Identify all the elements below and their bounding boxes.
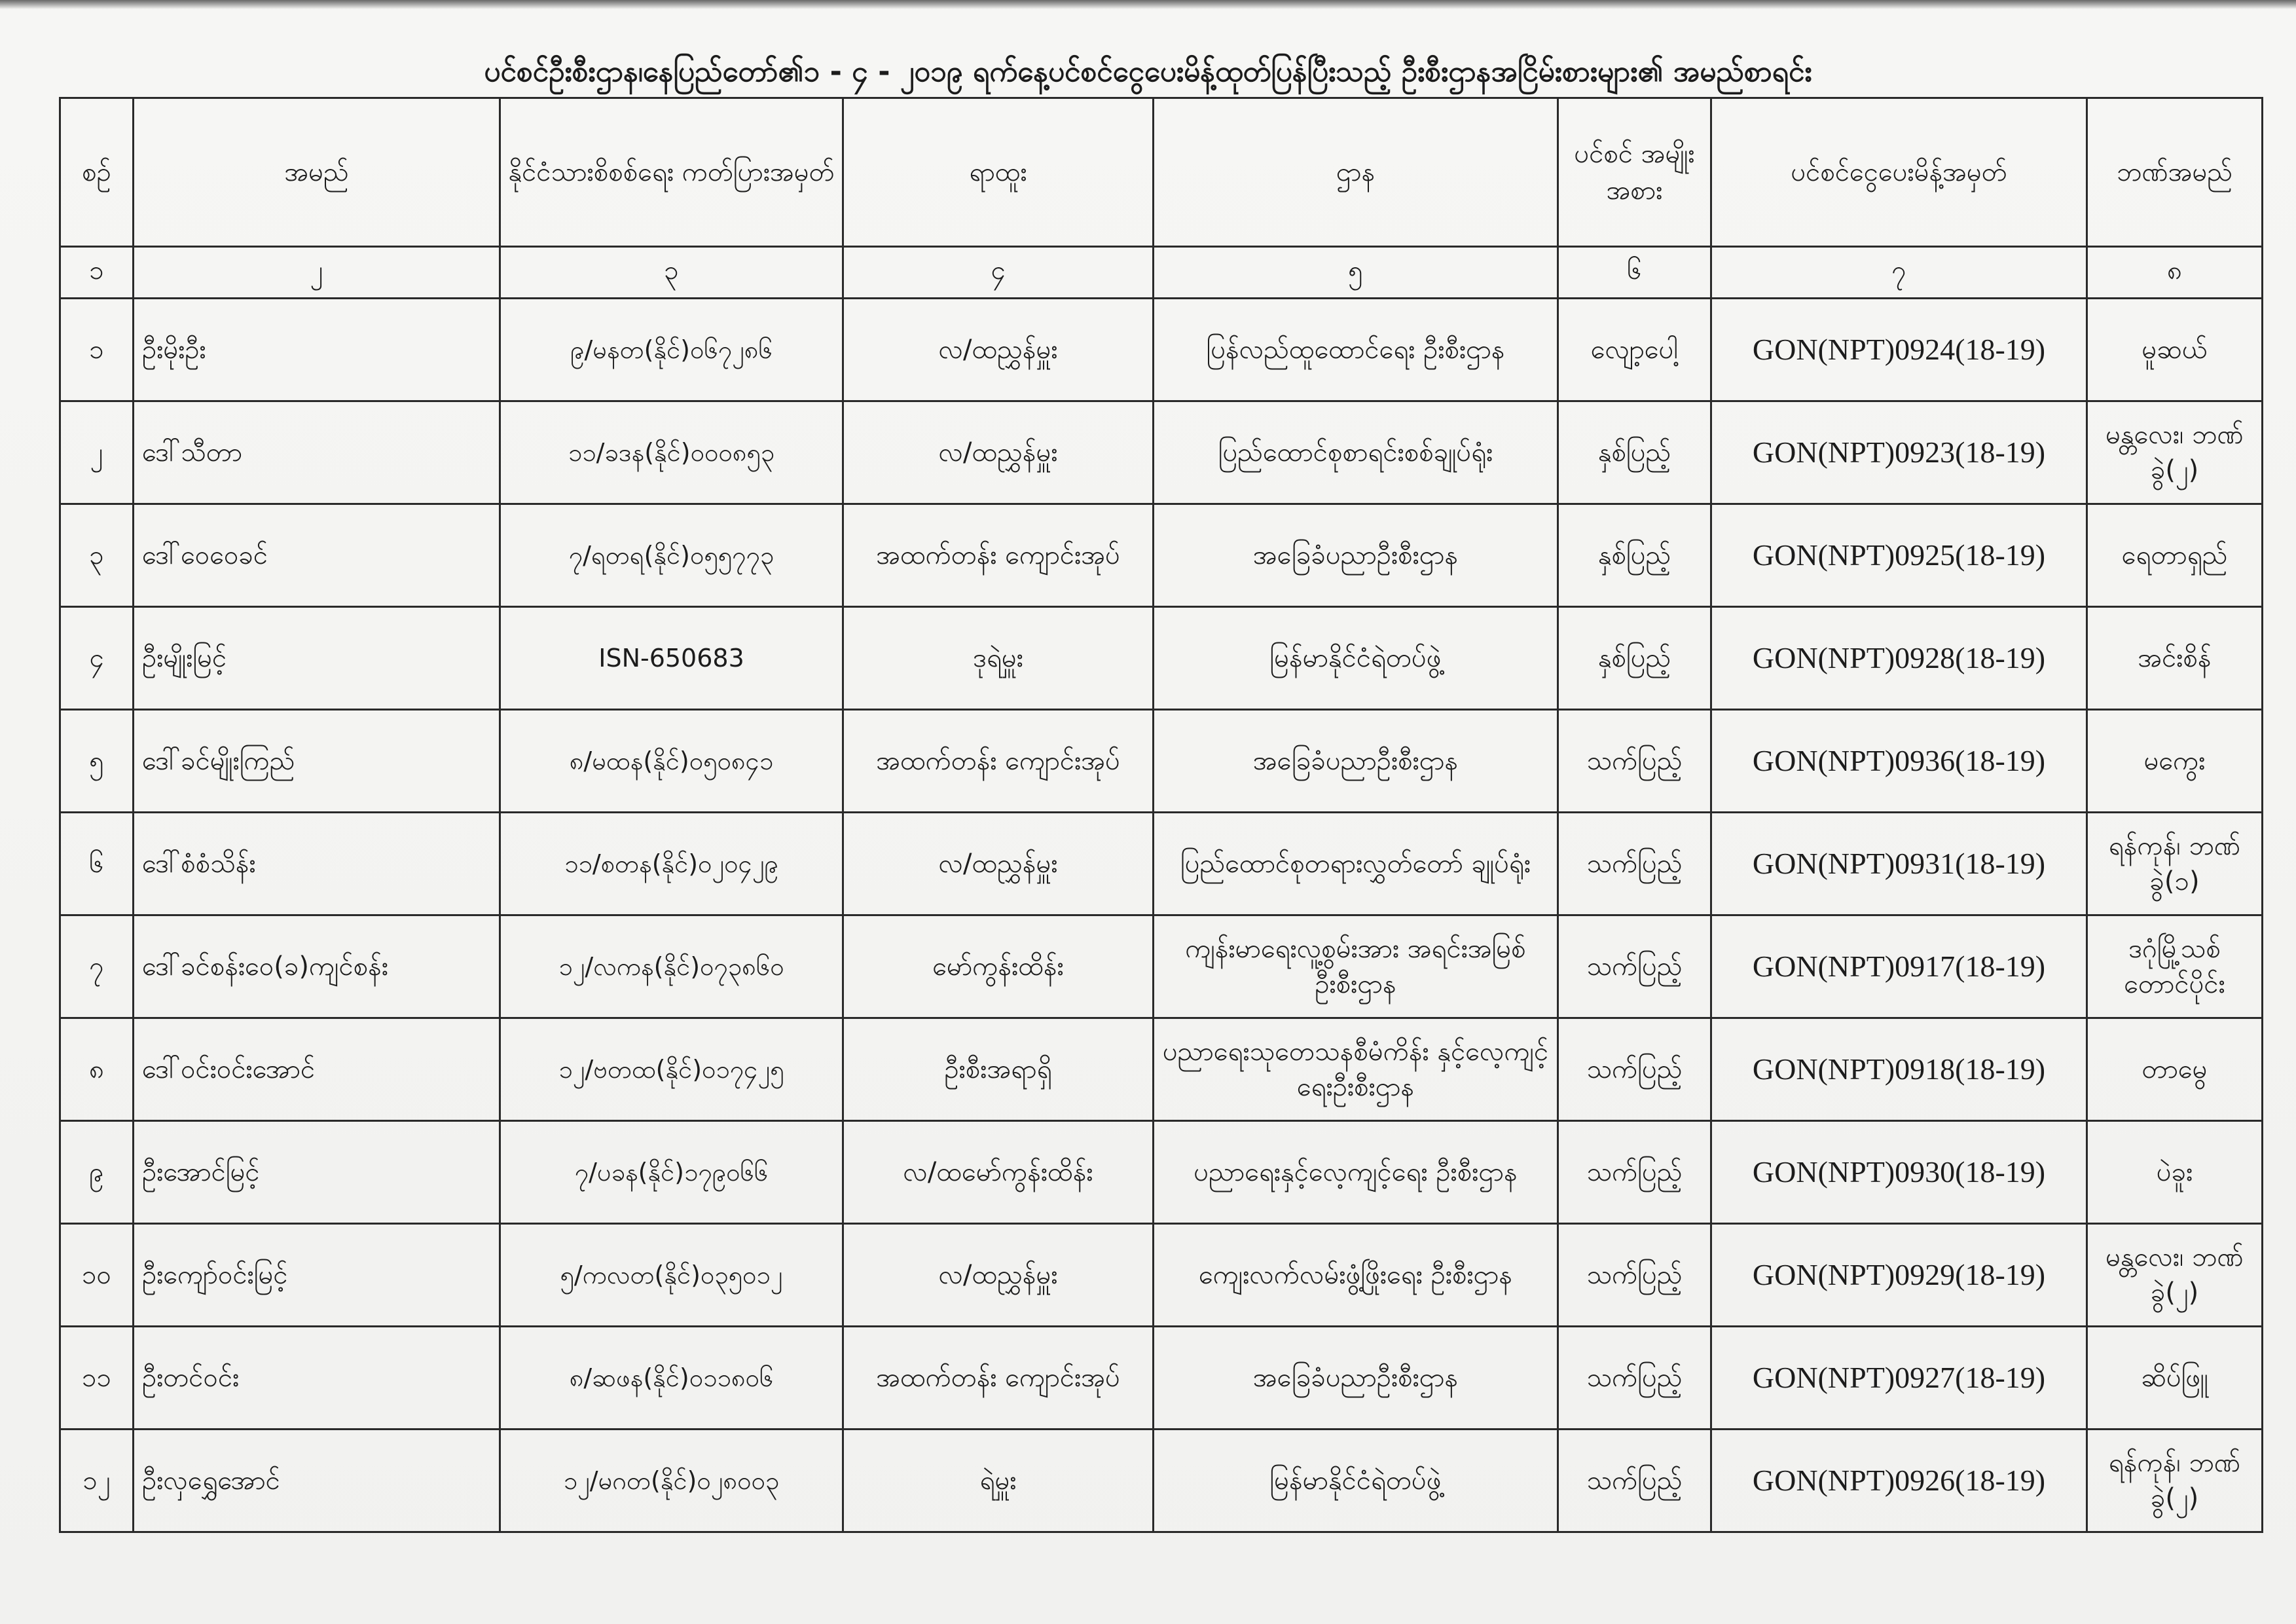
cell-name: ဦးတင်ဝင်း	[134, 1327, 500, 1430]
cell-department: အခြေခံပညာဦးစီးဌာန	[1154, 504, 1558, 607]
cell-bank: ရန်ကုန်၊ ဘဏ်ခွဲ(၂)	[2087, 1430, 2263, 1532]
cell-rank: လ/ထညွှန်မှူး	[843, 813, 1154, 915]
cell-serial: ၁၂	[60, 1430, 134, 1532]
cell-serial: ၃	[60, 504, 134, 607]
cell-rank: လ/ထညွှန်မှူး	[843, 1224, 1154, 1327]
cell-pension-type: သက်ပြည့်	[1558, 710, 1711, 813]
cell-serial: ၁၁	[60, 1327, 134, 1430]
cell-pension-type: သက်ပြည့်	[1558, 1224, 1711, 1327]
cell-nrc: ၈/ဆဖန(နိုင်)၀၁၁၈၀၆	[500, 1327, 843, 1430]
cell-pension-type: နှစ်ပြည့်	[1558, 504, 1711, 607]
cell-nrc: ၇/ရတရ(နိုင်)၀၅၅၇၇၃	[500, 504, 843, 607]
cell-rank: အထက်တန်း ကျောင်းအုပ်	[843, 504, 1154, 607]
cell-pension-type: သက်ပြည့်	[1558, 1430, 1711, 1532]
header-row	[60, 98, 2263, 247]
cell-bank: အင်းစိန်	[2087, 607, 2263, 710]
table-row	[60, 504, 2263, 607]
cell-name: ဒေါ်သီတာ	[134, 401, 500, 504]
cell-permit-no: GON(NPT)0930(18-19)	[1711, 1121, 2087, 1224]
cell-rank: အထက်တန်း ကျောင်းအုပ်	[843, 710, 1154, 813]
cell-bank: ဆိပ်ဖြူ	[2087, 1327, 2263, 1430]
cell-serial: ၁၀	[60, 1224, 134, 1327]
header-serial: စဉ်	[60, 98, 134, 247]
cell-permit-no: GON(NPT)0918(18-19)	[1711, 1018, 2087, 1121]
cell-pension-type: သက်ပြည့်	[1558, 1018, 1711, 1121]
table-row	[60, 299, 2263, 401]
cell-bank: မကွေး	[2087, 710, 2263, 813]
cell-bank: ရန်ကုန်၊ ဘဏ်ခွဲ(၁)	[2087, 813, 2263, 915]
cell-department: အခြေခံပညာဦးစီးဌာန	[1154, 710, 1558, 813]
cell-name: ဒေါ်ခင်မျိုးကြည်	[134, 710, 500, 813]
table-row	[60, 1430, 2263, 1532]
table-row	[60, 1018, 2263, 1121]
cell-department: ပညာရေးသုတေသနစီမံကိန်း နှင့်လေ့ကျင့်ရေးဦးစီးဌာန	[1154, 1018, 1558, 1121]
cell-permit-no: GON(NPT)0923(18-19)	[1711, 401, 2087, 504]
cell-rank: လ/ထညွှန်မှူး	[843, 299, 1154, 401]
cell-nrc: ISN-650683	[500, 607, 843, 710]
cell-rank: ဒုရဲမှူး	[843, 607, 1154, 710]
cell-pension-type: နှစ်ပြည့်	[1558, 401, 1711, 504]
cell-bank: တာမွေ	[2087, 1018, 2263, 1121]
cell-nrc: ၁၁/ခဒန(နိုင်)၀၀၀၈၅၃	[500, 401, 843, 504]
cell-nrc: ၈/မထန(နိုင်)၀၅၀၈၄၁	[500, 710, 843, 813]
cell-pension-type: သက်ပြည့်	[1558, 915, 1711, 1018]
cell-serial: ၈	[60, 1018, 134, 1121]
document-title: ပင်စင်ဦးစီးဌာန၊နေပြည်တော်၏၁ - ၄ - ၂၀၁၉ ရက်နေ့ပင်စင်ငွေပေးမိန့်ထုတ်ပြန်ပြီးသည့် ဦးစီးဌာနအငြိမ်းစားများ၏ အမည်စာရင်း	[484, 55, 1812, 88]
cell-serial: ၆	[60, 813, 134, 915]
cell-permit-no: GON(NPT)0928(18-19)	[1711, 607, 2087, 710]
cell-department: အခြေခံပညာဦးစီးဌာန	[1154, 1327, 1558, 1430]
cell-department: ပြန်လည်ထူထောင်ရေး ဦးစီးဌာန	[1154, 299, 1558, 401]
cell-bank: မန္တလေး၊ ဘဏ်ခွဲ(၂)	[2087, 401, 2263, 504]
table-row	[60, 915, 2263, 1018]
cell-serial: ၄	[60, 607, 134, 710]
cell-bank: ပဲခူး	[2087, 1121, 2263, 1224]
cell-pension-type: သက်ပြည့်	[1558, 1327, 1711, 1430]
cell-permit-no: GON(NPT)0926(18-19)	[1711, 1430, 2087, 1532]
cell-permit-no: GON(NPT)0917(18-19)	[1711, 915, 2087, 1018]
cell-name: ဦးလှရွှေအောင်	[134, 1430, 500, 1532]
cell-bank: ဒဂုံမြို့သစ် တောင်ပိုင်း	[2087, 915, 2263, 1018]
header-permit-no: ပင်စင်ငွေပေးမိန့်အမှတ်	[1711, 98, 2087, 247]
cell-name: ဦးအောင်မြင့်	[134, 1121, 500, 1224]
cell-name: ဒေါ်ခင်စန်းဝေ(ခ)ကျင်စန်း	[134, 915, 500, 1018]
column-number-row	[60, 247, 2263, 299]
cell-rank: မော်ကွန်းထိန်း	[843, 915, 1154, 1018]
header-department: ဌာန	[1154, 98, 1558, 247]
cell-serial: ၇	[60, 915, 134, 1018]
cell-name: ဦးကျော်ဝင်းမြင့်	[134, 1224, 500, 1327]
column-number: ၇	[1711, 247, 2087, 299]
cell-rank: လ/ထညွှန်မှူး	[843, 401, 1154, 504]
table-row	[60, 607, 2263, 710]
cell-nrc: ၇/ပခန(နိုင်)၁၇၉၀၆၆	[500, 1121, 843, 1224]
cell-serial: ၂	[60, 401, 134, 504]
cell-nrc: ၁၂/ဗတထ(နိုင်)၀၁၇၄၂၅	[500, 1018, 843, 1121]
cell-permit-no: GON(NPT)0924(18-19)	[1711, 299, 2087, 401]
header-nrc: နိုင်ငံသားစိစစ်ရေး ကတ်ပြားအမှတ်	[500, 98, 843, 247]
cell-pension-type: နှစ်ပြည့်	[1558, 607, 1711, 710]
cell-rank: ဦးစီးအရာရှိ	[843, 1018, 1154, 1121]
header-pension-type: ပင်စင် အမျိုး အစား	[1558, 98, 1711, 247]
cell-nrc: ၁၂/မဂတ(နိုင်)၀၂၈၀၀၃	[500, 1430, 843, 1532]
table-row	[60, 1224, 2263, 1327]
cell-name: ဦးမျိုးမြင့်	[134, 607, 500, 710]
cell-department: ကျေးလက်လမ်းဖွံ့ဖြိုးရေး ဦးစီးဌာန	[1154, 1224, 1558, 1327]
cell-department: ပြည်ထောင်စုစာရင်းစစ်ချုပ်ရုံး	[1154, 401, 1558, 504]
cell-permit-no: GON(NPT)0929(18-19)	[1711, 1224, 2087, 1327]
cell-pension-type: သက်ပြည့်	[1558, 813, 1711, 915]
cell-nrc: ၁၁/စတန(နိုင်)၀၂၀၄၂၉	[500, 813, 843, 915]
cell-permit-no: GON(NPT)0925(18-19)	[1711, 504, 2087, 607]
cell-nrc: ၉/မနတ(နိုင်)၀၆၇၂၈၆	[500, 299, 843, 401]
cell-nrc: ၅/ကလတ(နိုင်)၀၃၅၀၁၂	[500, 1224, 843, 1327]
cell-department: ပညာရေးနှင့်လေ့ကျင့်ရေး ဦးစီးဌာန	[1154, 1121, 1558, 1224]
table-row	[60, 1327, 2263, 1430]
column-number: ၆	[1558, 247, 1711, 299]
cell-department: မြန်မာနိုင်ငံရဲတပ်ဖွဲ့	[1154, 607, 1558, 710]
table-row	[60, 813, 2263, 915]
column-number: ၂	[134, 247, 500, 299]
cell-rank: အထက်တန်း ကျောင်းအုပ်	[843, 1327, 1154, 1430]
cell-name: ဦးမိုးဦး	[134, 299, 500, 401]
cell-bank: ရေတာရှည်	[2087, 504, 2263, 607]
scan-top-edge	[0, 0, 2296, 9]
cell-serial: ၉	[60, 1121, 134, 1224]
cell-department: ပြည်ထောင်စုတရားလွှတ်တော် ချုပ်ရုံး	[1154, 813, 1558, 915]
cell-name: ဒေါ်ဝေဝေခင်	[134, 504, 500, 607]
cell-nrc: ၁၂/လကန(နိုင်)၀၇၃၈၆၀	[500, 915, 843, 1018]
column-number: ၄	[843, 247, 1154, 299]
cell-pension-type: သက်ပြည့်	[1558, 1121, 1711, 1224]
cell-permit-no: GON(NPT)0931(18-19)	[1711, 813, 2087, 915]
cell-rank: ရဲမှူး	[843, 1430, 1154, 1532]
cell-pension-type: လျော့ပေါ့	[1558, 299, 1711, 401]
cell-bank: မူဆယ်	[2087, 299, 2263, 401]
cell-department: ကျန်းမာရေးလူ့စွမ်းအား အရင်းအမြစ်ဦးစီးဌာန	[1154, 915, 1558, 1018]
table-row	[60, 1121, 2263, 1224]
cell-permit-no: GON(NPT)0936(18-19)	[1711, 710, 2087, 813]
cell-permit-no: GON(NPT)0927(18-19)	[1711, 1327, 2087, 1430]
column-number: ၅	[1154, 247, 1558, 299]
header-rank: ရာထူး	[843, 98, 1154, 247]
cell-serial: ၁	[60, 299, 134, 401]
column-number: ၁	[60, 247, 134, 299]
header-name: အမည်	[134, 98, 500, 247]
header-bank: ဘဏ်အမည်	[2087, 98, 2263, 247]
cell-name: ဒေါ်စံစံသိန်း	[134, 813, 500, 915]
table-row	[60, 401, 2263, 504]
cell-rank: လ/ထမော်ကွန်းထိန်း	[843, 1121, 1154, 1224]
table-row	[60, 710, 2263, 813]
column-number: ၃	[500, 247, 843, 299]
cell-name: ဒေါ်ဝင်းဝင်းအောင်	[134, 1018, 500, 1121]
cell-bank: မန္တလေး၊ ဘဏ်ခွဲ(၂)	[2087, 1224, 2263, 1327]
cell-serial: ၅	[60, 710, 134, 813]
column-number: ၈	[2087, 247, 2263, 299]
pension-register-table	[59, 97, 2263, 1533]
cell-department: မြန်မာနိုင်ငံရဲတပ်ဖွဲ့	[1154, 1430, 1558, 1532]
